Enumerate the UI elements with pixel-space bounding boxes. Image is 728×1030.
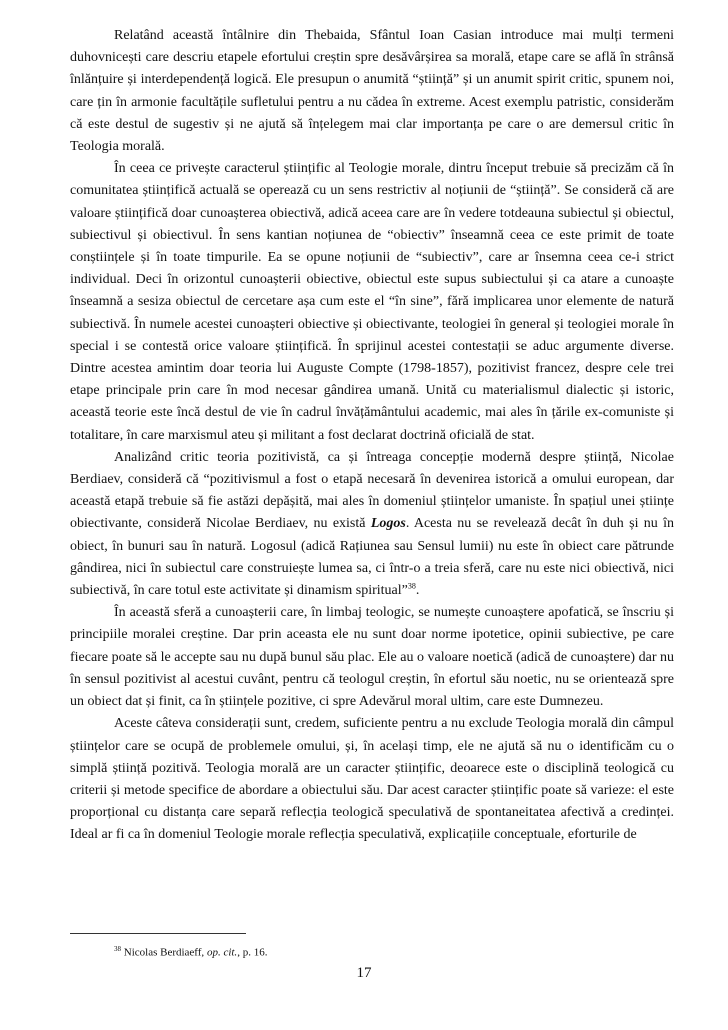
paragraph-3-text-a: Analizând critic teoria pozitivistă, ca și întreaga concepție modernă despre știință, Nicolae Berdiaev, consideră că “pozitivismul a fost o etapă necesară în devenirea istorică a omului european, dar această etapă trebuie să fie astăzi depășită, mai ales în domeniul științelor umaniste. În spațiul unei științe obiectivante, consideră Nicolae Berdiaev, nu există xyxy=(70,449,674,532)
footnote-pages: , p. 16. xyxy=(237,946,268,959)
paragraph-3-text-b: . Acesta nu se revelează decât în duh și nu în obiect, în bunuri sau în natură. Logosul (adică Rațiunea sau Sensul lumii) nu este în obiect care pătrunde gândirea, nici în subiectul care construiește lumea sa, ci într-o a treia sferă, care nu este nici obiectivă, nici subiectivă, în care totul este activitate și dinamism spiritual” xyxy=(70,516,674,599)
footnote xyxy=(114,942,267,960)
body-text xyxy=(70,25,674,847)
footnote-separator xyxy=(70,933,246,934)
paragraph-3 xyxy=(70,447,674,602)
footnote-number: 38 xyxy=(114,945,121,953)
paragraph-3-end: . xyxy=(415,583,420,599)
paragraph-2: În ceea ce privește caracterul științific al Teologie morale, dintru început trebuie să precizăm că în comunitatea științifică actuală se operează cu un sens restrictiv al noțiunii de “știință”. Se consideră că are valoare științifică doar cunoașterea obiectivă, adică aceea care are în vedere totdeauna subiectul și obiectul, subiectivul și obiectivul. În sens kantian noțiunea de “obiectiv” înseamnă ceea ce este primit de toate conștiințele și în toate timpurile. Ea se opune noțiunii de “subiectiv”, care ar însemna ceea ce-i strict individual. Deci în orizontul cunoașterii obiective, obiectul este supus subiectului și ca atare a cunoaște înseamnă a sesiza obiectul de cercetare așa cum este el “în sine”, fără implicarea unor elemente de natură subiectivă. În numele acestei cunoașteri obiective și obiectivante, teologiei în general și teologiei morale în special i se contestă orice valoare științifică. În sprijinul acestei contestații se aduc argumente diverse. Dintre acestea amintim doar teoria lui Auguste Compte (1798-1857), pozitivist francez, despre cele trei etape principale prin care în mod necesar gândirea umană. Unită cu materialismul dialectic și istoric, această teorie este încă destul de vie în cadrul învățământului academic, mai ales în țările ex-comuniste și totalitare, în care marxismul ateu și militant a fost declarat doctrină oficială de stat. xyxy=(70,161,674,443)
page-number: 17 xyxy=(356,965,372,981)
footnote-reference[interactable]: 38 xyxy=(407,581,416,591)
paragraph-5: Aceste câteva considerații sunt, credem, suficiente pentru a nu exclude Teologia morală din câmpul științelor care se ocupă de problemele omului, și, în același timp, ele ne ajută să nu o identificăm cu o simplă știință pozitivă. Teologia morală are un caracter științific, deoarece este o disciplină teologică cu criterii și metode specifice de abordare a obiectului său. Dar acest caracter științific poate să varieze: el este proporțional cu distanța care separă reflecția teologică speculativă de spontaneitatea afectivă a credinței. Ideal ar fi ca în domeniul Teologie morale reflecția speculativă, explicațiile conceptuale, eforturile de xyxy=(70,716,674,843)
paragraph-1: Relatând această întâlnire din Thebaida, Sfântul Ioan Casian introduce mai mulți termeni duhovnicești care descriu etapele efortului creștin spre desăvârșirea sa morală, etape care se află în strânsă înlănțuire și interdependență logică. Ele presupun o anumită “știință” și un anumit spirit critic, spunem noi, care țin în armonie facultățile sufletului pentru a nu cădea în extreme. Acest exemplu patristic, considerăm că este destul de sugestiv și ne ajută să înțelegem mai clar importanța pe care o are demersul critic în Teologia morală. xyxy=(70,28,674,155)
footnote-citation: op. cit. xyxy=(206,946,238,959)
paragraph-4: În această sferă a cunoașterii care, în limbaj teologic, se numește cunoaștere apofatică, se înscriu și principiile moralei creștine. Dar prin aceasta ele nu sunt doar norme ipotetice, opinii subiective, pe care fiecare poate să le accepte sau nu după bunul său plac. Ele au o valoare noetică (adică de cunoaștere) dar nu în sensul pozitivist al acestui cuvânt, pentru că teologul creștin, în efortul său noetic, nu se orientează spre un obiect dat și finit, ca în științele pozitive, ci spre Adevărul moral ultim, care este Dumnezeu. xyxy=(70,605,674,710)
footnote-author: Nicolas Berdiaeff, xyxy=(123,946,207,959)
logos-term: Logos xyxy=(370,516,406,532)
